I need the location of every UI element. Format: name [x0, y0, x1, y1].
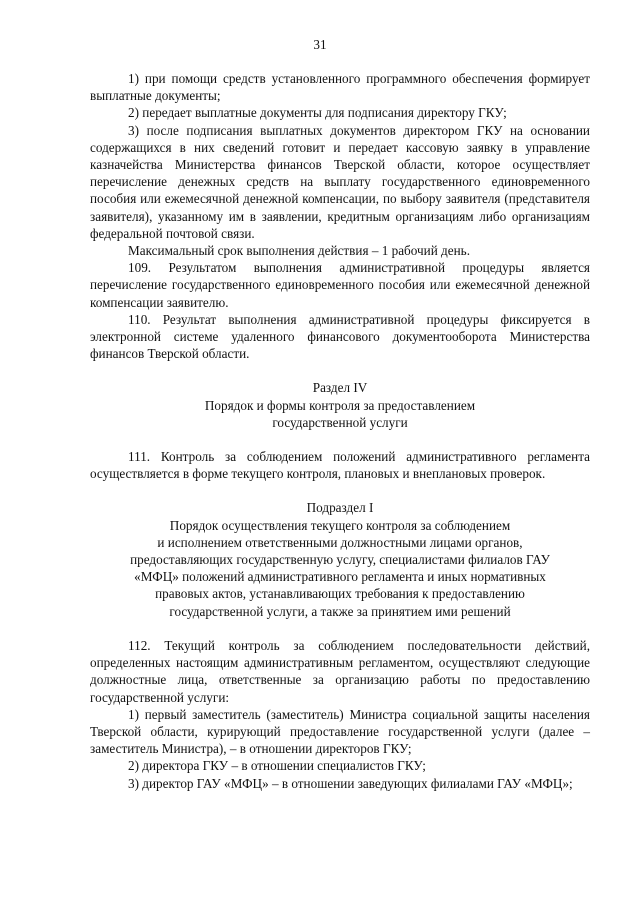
paragraph-112-item-1: 1) первый заместитель (заместитель) Министра социальной защиты населения Тверской области, курирующий предоставление государственной услуги (далее – заместитель Министра), – в отношении директоров ГКУ; — [90, 706, 590, 757]
subsection-title-line: «МФЦ» положений административного регламента и иных нормативных — [134, 569, 546, 585]
subsection-label: Подраздел I — [306, 500, 374, 516]
subsection-title-line: и исполнением ответственными должностными лицами органов, — [157, 534, 523, 550]
spacer — [90, 431, 590, 448]
paragraph-109: 109. Результатом выполнения административной процедуры является перечисление государственного единовременного пособия или ежемесячной денежной компенсации заявителю. — [90, 260, 590, 310]
paragraph-deadline: Максимальный срок выполнения действия – 1 рабочий день. — [128, 243, 470, 259]
subsection-title-line: правовых актов, устанавливающих требования к предоставлению — [155, 586, 525, 602]
paragraph-112-item-3: 3) директор ГАУ «МФЦ» – в отношении заведующих филиалами ГАУ «МФЦ»; — [128, 775, 573, 791]
paragraph-item-3: 3) после подписания выплатных документов директором ГКУ на основании содержащихся в них сведений готовит и передает кассовую заявку в управление казначейства Министерства финансов Тверской области, которое осуществляет перечисление денежных средств на выплату государственного единовременного пособия или ежемесячной денежной компенсации, по выбору заявителя (представителя заявителя), указанному им в заявлении, кредитным организациям либо организациям федеральной почтовой связи. — [90, 122, 590, 241]
subsection-title-line: государственной услуги, а также за принятием ими решений — [169, 603, 511, 619]
page-number: 31 — [313, 37, 327, 52]
document-body — [90, 70, 590, 792]
paragraph-item-1: 1) при помощи средств установленного программного обеспечения формирует выплатные документы; — [90, 71, 590, 104]
paragraph-111: 111. Контроль за соблюдением положений административного регламента осуществляется в форме текущего контроля, плановых и внеплановых проверок. — [90, 449, 590, 482]
section-heading — [90, 379, 590, 431]
paragraph-112: 112. Текущий контроль за соблюдением последовательности действий, определенных настоящим административным регламентом, осуществляют следующие должностные лица, ответственные за организацию работы по предоставлению государственной услуги: — [90, 637, 590, 705]
spacer — [90, 620, 590, 637]
subsection-title-line: Порядок осуществления текущего контроля за соблюдением — [169, 517, 511, 533]
spacer — [90, 482, 590, 499]
paragraph-112-item-2: 2) директора ГКУ – в отношении специалистов ГКУ; — [128, 758, 426, 774]
subsection-title-line: предоставляющих государственную услугу, специалистами филиалов ГАУ — [130, 552, 550, 568]
section-title-line-1: Порядок и формы контроля за предоставлением — [204, 397, 476, 413]
section-label: Раздел IV — [312, 380, 368, 396]
paragraph-110: 110. Результат выполнения административной процедуры фиксируется в электронной системе удаленного финансового документооборота Министерства финансов Тверской области. — [90, 311, 590, 362]
section-title-line-2: государственной услуги — [272, 414, 408, 430]
subsection-heading — [90, 499, 590, 619]
paragraph-item-2: 2) передает выплатные документы для подписания директору ГКУ; — [128, 105, 507, 121]
spacer — [90, 362, 590, 379]
